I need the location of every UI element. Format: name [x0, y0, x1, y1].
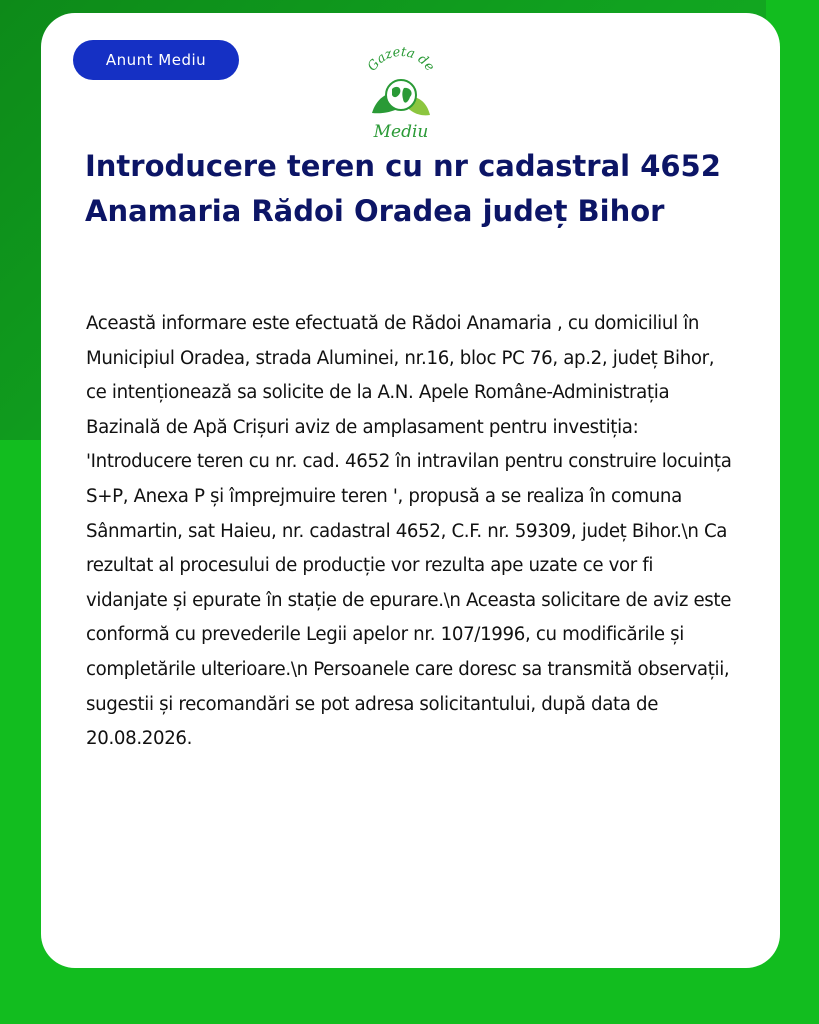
logo-text-top: Gazeta de: [364, 44, 438, 75]
logo-text-bottom: Mediu: [373, 122, 429, 141]
svg-text:Gazeta de: [365, 45, 437, 75]
announcement-card: [41, 13, 780, 968]
article-body: Această informare este efectuată de Rădoi Anamaria , cu domiciliul în Municipiul Oradea, strada Aluminei, nr.16, bloc PC 76, ap.2, județ Bihor, ce intenționează sa solicite de la A.N. Apele Române-Administrația Bazinală de Apă Crișuri aviz de amplasament pentru investiția: 'Introducere teren cu nr. cad. 4652 în intravilan pentru construire locuința S+P, Anexa P și împrejmuire teren ', propusă a se realiza în comuna Sânmartin, sat Haieu, nr. cadastral 4652, C.F. nr. 59309, județ Bihor.\n Ca rezultat al procesului de producție vor rezulta ape uzate ce vor fi vidanjate și epurate în stație de epurare.\n Aceasta solicitare de aviz este conformă cu prevederile Legii apelor nr. 107/1996, cu modificările și completările ulterioare.\n Persoanele care doresc sa transmită observații, sugestii și recomandări se pot adresa solicitantului, după data de 20.08.2026.: [86, 313, 732, 750]
category-badge: Anunt Mediu: [73, 40, 239, 80]
gazeta-de-mediu-logo: [356, 41, 446, 141]
article-title: Introducere teren cu nr cadastral 4652 Anamaria Rădoi Oradea județ Bihor: [85, 149, 721, 228]
